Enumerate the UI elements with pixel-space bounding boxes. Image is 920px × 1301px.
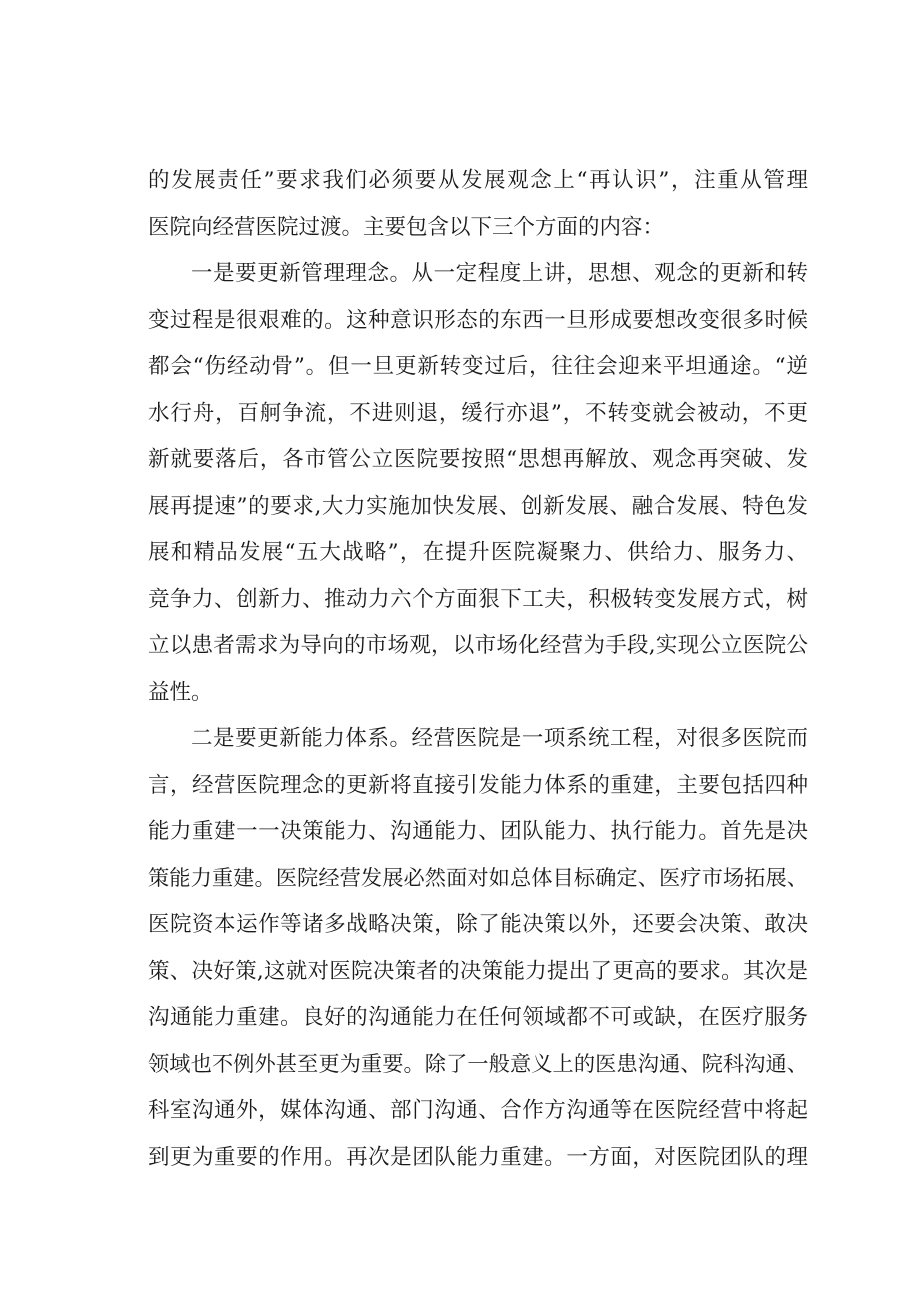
paragraph-first-line: 一是要更新管理理念。从一定程度上讲，思想、观念的更新和转	[191, 261, 808, 286]
text-line: 策、决好策,这就对医院决策者的决策能力提出了更高的要求。其次是	[148, 958, 808, 984]
text-line: 策能力重建。医院经营发展必然面对如总体目标确定、医疗市场拓展、	[148, 865, 808, 891]
text-line: 水行舟，百舸争流，不进则退，缓行亦退”，不转变就会被动，不更	[148, 400, 808, 426]
body-text	[148, 158, 808, 1181]
text-line: 立以患者需求为导向的市场观，以市场化经营为手段,实现公立医院公	[148, 633, 808, 658]
text-line: 能力重建一一决策能力、沟通能力、团队能力、执行能力。首先是决	[148, 819, 808, 844]
text-line: 医院资本运作等诸多战略决策，除了能决策以外，还要会决策、敢决	[148, 912, 808, 937]
text-line: 竞争力、创新力、推动力六个方面狠下工夫，积极转变发展方式，树	[148, 586, 808, 612]
text-line: 变过程是很艰难的。这种意识形态的东西一旦形成要想改变很多时候	[148, 307, 808, 333]
text-line: 新就要落后，各市管公立医院要按照“思想再解放、观念再突破、发	[148, 447, 808, 472]
text-line: 沟通能力重建。良好的沟通能力在任何领域都不可或缺，在医疗服务	[148, 1005, 808, 1030]
text-line: 的发展责任”要求我们必须要从发展观念上“再认识”，注重从管理	[148, 168, 808, 193]
text-line: 医院向经营医院过渡。主要包含以下三个方面的内容：	[148, 214, 665, 240]
text-line: 领域也不例外甚至更为重要。除了一般意义上的医患沟通、院科沟通、	[148, 1051, 808, 1077]
text-line: 到更为重要的作用。再次是团队能力重建。一方面，对医院团队的理	[148, 1144, 808, 1170]
text-line: 科室沟通外，媒体沟通、部门沟通、合作方沟通等在医院经营中将起	[148, 1098, 808, 1123]
text-line: 都会“伤经动骨”。但一旦更新转变过后，往往会迎来平坦通途。“逆	[148, 354, 808, 379]
paragraph-first-line: 二是要更新能力体系。经营医院是一项系统工程，对很多医院而	[191, 726, 808, 751]
text-line: 益性。	[148, 679, 213, 705]
text-line: 展再提速”的要求,大力实施加快发展、创新发展、融合发展、特色发	[148, 493, 808, 519]
text-line: 言，经营医院理念的更新将直接引发能力体系的重建，主要包括四种	[148, 772, 808, 798]
text-line: 展和精品发展“五大战略”，在提升医院凝聚力、供给力、服务力、	[148, 540, 808, 565]
